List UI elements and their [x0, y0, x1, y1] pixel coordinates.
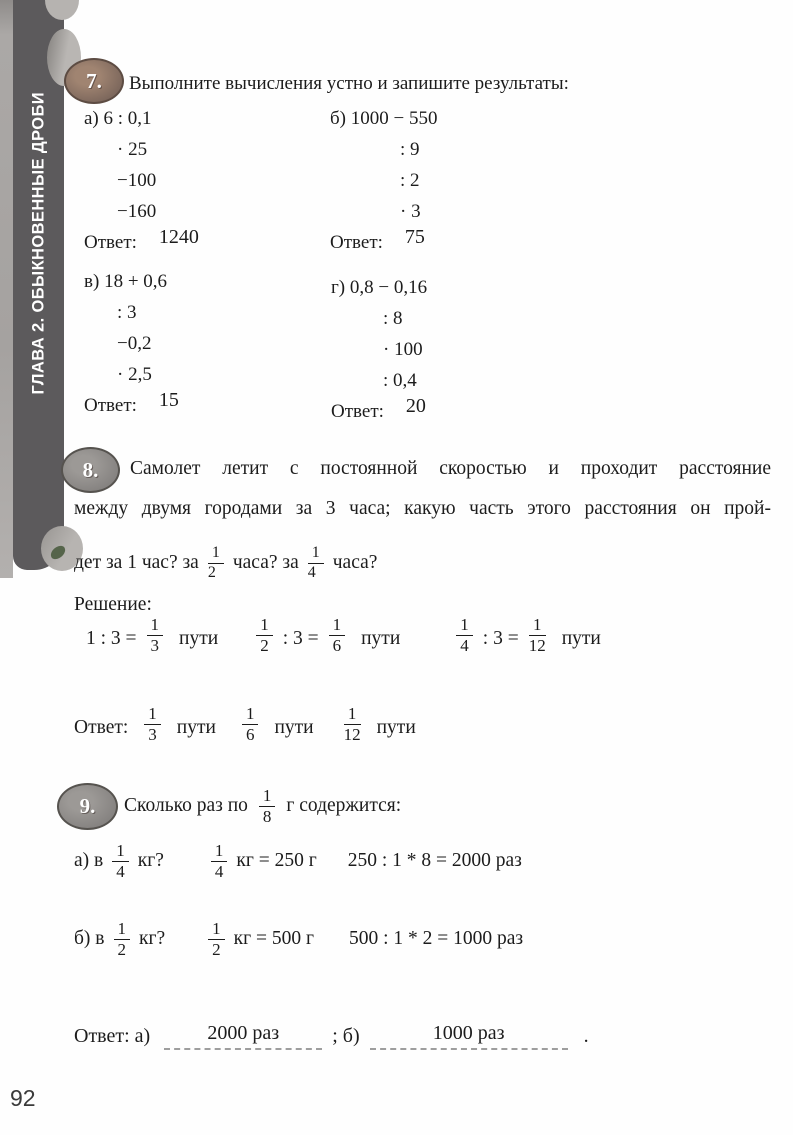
expression-line	[84, 266, 179, 297]
answer-label: Ответ:	[84, 232, 137, 253]
part-label: г)	[331, 277, 346, 298]
fraction-one-twelfth: $\frac{1}{12}$	[343, 704, 361, 744]
fraction-one-half: $\frac{1}{2}$	[208, 920, 225, 959]
answer-label: Ответ: а)	[74, 1024, 151, 1047]
period: .	[583, 1024, 589, 1047]
problem-8-badge: 8.	[61, 447, 120, 493]
text: г содержится:	[286, 795, 402, 817]
expression: 0,8 − 0,16	[349, 277, 428, 298]
fraction-one-half: $\frac{1}{2}$	[114, 920, 131, 959]
fraction-one-eighth: $\frac{1}{8}$	[259, 787, 276, 826]
item-label: а) в	[74, 850, 104, 872]
fraction-one-half: $\frac{1}{2}$	[256, 616, 273, 655]
answer-label: Ответ:	[74, 717, 129, 739]
problem-9-answer-row	[74, 1022, 589, 1050]
unit-label: пути	[179, 628, 219, 650]
problem-7-part-v	[84, 266, 179, 421]
fraction-one-quarter: $\frac{1}{4}$	[211, 842, 228, 881]
operation-line: · 100	[383, 339, 423, 360]
unit-label: пути	[274, 717, 314, 739]
answer-label: Ответ:	[331, 401, 384, 422]
operation-line: · 3	[400, 201, 421, 222]
page-number: 92	[10, 1085, 36, 1111]
problem-8-text-line1: Самолет летит с постоянной скоростью и проходит расстояние	[130, 458, 771, 479]
handwritten-answer: 20	[405, 395, 426, 417]
operation-line: · 25	[117, 139, 148, 160]
fraction-one-quarter: $\frac{1}{4}$	[456, 616, 473, 655]
problem-9-badge: 9.	[57, 783, 118, 830]
problem-8-text-line2: между двумя городами за 3 часа; какую часть этого расстояния он прой-	[74, 498, 771, 519]
handwritten-answer-b: 1000 раз	[370, 1022, 568, 1050]
problem-7-badge: 7.	[64, 58, 124, 104]
handwritten-calculation: 250 : 1 * 8 = 2000 раз	[347, 850, 522, 872]
part-label: б)	[330, 108, 346, 129]
problem-9-title	[124, 787, 401, 826]
text: часа? за	[232, 552, 299, 573]
solution-3-mid: : 3 =	[482, 628, 519, 650]
handwritten-answer-a: 2000 раз	[164, 1022, 322, 1050]
solution-1-lhs: 1 : 3 =	[86, 628, 137, 650]
operation-line: : 9	[400, 139, 420, 160]
fraction-one-quarter: $\frac{1}{4}$	[112, 842, 129, 881]
text: часа?	[332, 552, 378, 573]
unit-label: пути	[176, 717, 216, 739]
answer-row	[330, 227, 437, 258]
handwritten-answer: 15	[158, 389, 179, 411]
solution-row	[86, 616, 601, 655]
operation-line: : 2	[400, 170, 420, 191]
problem-8-text-line3	[74, 538, 771, 588]
handwritten-answer: 75	[404, 226, 425, 248]
fraction-one-half: $\frac{1}{2}$	[208, 545, 224, 582]
unit-label: пути	[561, 628, 601, 650]
problem-7-part-a	[84, 103, 199, 258]
problem-9-item-b	[74, 920, 523, 959]
problem-8-answer-row	[74, 705, 416, 744]
fraction-one-third: $\frac{1}{3}$	[144, 705, 161, 744]
part-label: а)	[84, 108, 99, 129]
handwritten-answer: 1240	[158, 226, 199, 248]
text: дет за 1 час? за	[74, 552, 199, 573]
operation-line: : 8	[383, 308, 403, 329]
answer-row	[84, 227, 199, 258]
operation-line: : 0,4	[383, 370, 417, 391]
answer-separator: ; б)	[332, 1024, 360, 1047]
operation-line: : 3	[117, 302, 137, 323]
fraction-one-sixth: $\frac{1}{6}$	[242, 705, 259, 744]
problem-7-part-g	[331, 272, 427, 427]
handwritten-conversion: кг = 250 г	[236, 850, 317, 872]
expression-line	[84, 103, 199, 134]
operation-line: −160	[117, 201, 157, 222]
chapter-title-vertical: ГЛАВА 2. ОБЫКНОВЕННЫЕ ДРОБИ	[29, 92, 47, 395]
solution-2-mid: : 3 =	[282, 628, 319, 650]
expression: 1000 − 550	[350, 108, 438, 129]
problem-9-item-a	[74, 842, 522, 881]
part-label: в)	[84, 271, 100, 292]
fraction-one-sixth: $\frac{1}{6}$	[329, 616, 346, 655]
expression-line	[331, 272, 427, 303]
text: Сколько раз по	[124, 795, 248, 817]
item-label: б) в	[74, 928, 105, 950]
answer-label: Ответ:	[84, 395, 137, 416]
expression-line	[330, 103, 437, 134]
answer-row	[331, 396, 427, 427]
fraction-one-third: $\frac{1}{3}$	[147, 616, 164, 655]
handwritten-conversion: кг = 500 г	[233, 928, 314, 950]
solution-label: Решение:	[74, 594, 152, 615]
expression: 18 + 0,6	[104, 271, 168, 292]
question-text: кг?	[137, 850, 164, 872]
fraction-one-quarter: $\frac{1}{4}$	[308, 545, 324, 582]
unit-label: пути	[361, 628, 401, 650]
problem-8-text	[74, 458, 771, 588]
operation-line: −100	[117, 170, 157, 191]
problem-7-title: Выполните вычисления устно и запишите результаты:	[129, 73, 569, 94]
page-edge-strip	[0, 0, 13, 578]
fraction-one-twelfth: $\frac{1}{12}$	[528, 615, 546, 655]
handwritten-calculation: 500 : 1 * 2 = 1000 раз	[348, 928, 524, 950]
answer-row	[84, 390, 179, 421]
expression: 6 : 0,1	[103, 108, 152, 129]
question-text: кг?	[139, 928, 166, 950]
answer-label: Ответ:	[330, 232, 383, 253]
unit-label: пути	[376, 717, 416, 739]
operation-line: · 2,5	[117, 364, 152, 385]
problem-7-part-b	[330, 103, 437, 258]
chapter-sidebar-band	[13, 0, 64, 570]
operation-line: −0,2	[117, 333, 152, 354]
